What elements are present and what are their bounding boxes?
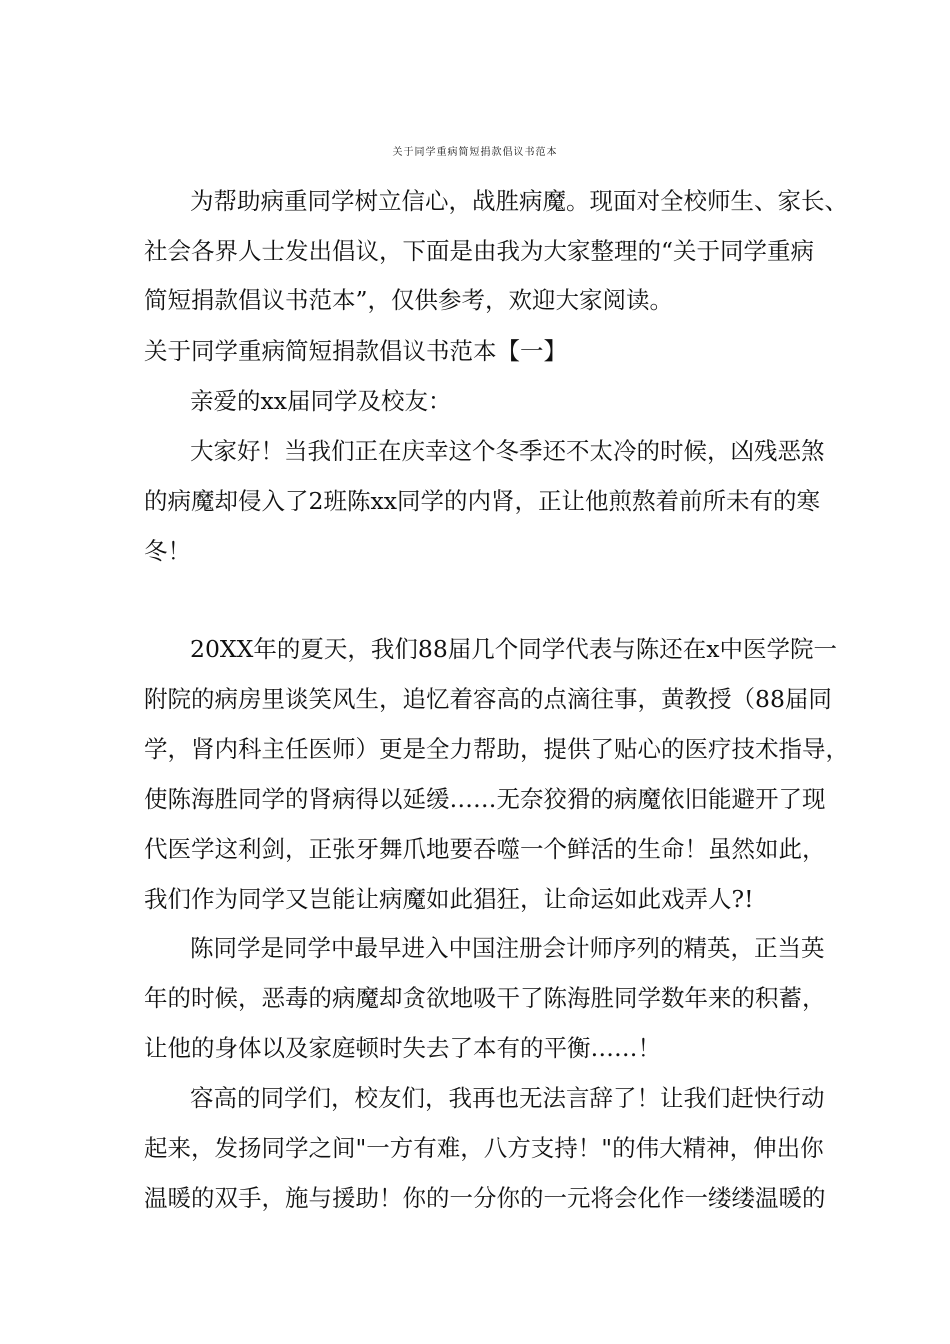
paragraph-line: 容高的同学们，校友们，我再也无法言辞了！让我们赶快行动 <box>190 1084 825 1112</box>
paragraph-line: 我们作为同学又岂能让病魔如此猖狂，让命运如此戏弄人?! <box>144 885 754 913</box>
paragraph-line: 起来，发扬同学之间"一方有难，八方支持！"的伟大精神，伸出你 <box>144 1134 824 1162</box>
section-heading: 关于同学重病简短捐款倡议书范本【一】 <box>144 337 567 365</box>
paragraph-line: 学，肾内科主任医师）更是全力帮助，提供了贴心的医疗技术指导， <box>144 735 849 763</box>
intro-line: 社会各界人士发出倡议，下面是由我为大家整理的“关于同学重病 <box>144 237 815 265</box>
paragraph-line: 代医学这利剑，正张牙舞爪地要吞噬一个鲜活的生命！虽然如此， <box>144 835 826 863</box>
paragraph-line: 年的时候，恶毒的病魔却贪欲地吸干了陈海胜同学数年来的积蓄， <box>144 984 826 1012</box>
paragraph-line: 20XX年的夏天，我们88届几个同学代表与陈还在x中医学院一 <box>190 635 838 663</box>
paragraph-line: 冬！ <box>144 537 191 565</box>
paragraph-line: 附院的病房里谈笑风生，追忆着容高的点滴往事，黄教授（88届同 <box>144 685 832 713</box>
paragraph-line: 的病魔却侵入了2班陈xx同学的内肾，正让他煎熬着前所未有的寒 <box>144 487 820 515</box>
paragraph-line: 温暖的双手，施与援助！你的一分你的一元将会化作一缕缕温暖的 <box>144 1184 826 1212</box>
greeting: 亲爱的xx届同学及校友： <box>190 387 452 415</box>
intro-line: 为帮助病重同学树立信心，战胜病魔。现面对全校师生、家长、 <box>190 187 848 215</box>
document-title: 关于同学重病简短捐款倡议书范本 <box>392 147 558 158</box>
paragraph-line: 大家好！当我们正在庆幸这个冬季还不太冷的时候，凶残恶煞 <box>190 437 825 465</box>
paragraph-line: 让他的身体以及家庭顿时失去了本有的平衡……！ <box>144 1034 661 1062</box>
paragraph-line: 陈同学是同学中最早进入中国注册会计师序列的精英，正当英 <box>190 934 825 962</box>
intro-line: 简短捐款倡议书范本”，仅供参考，欢迎大家阅读。 <box>144 286 674 314</box>
paragraph-line: 使陈海胜同学的肾病得以延缓……无奈狡猾的病魔依旧能避开了现 <box>144 785 826 813</box>
